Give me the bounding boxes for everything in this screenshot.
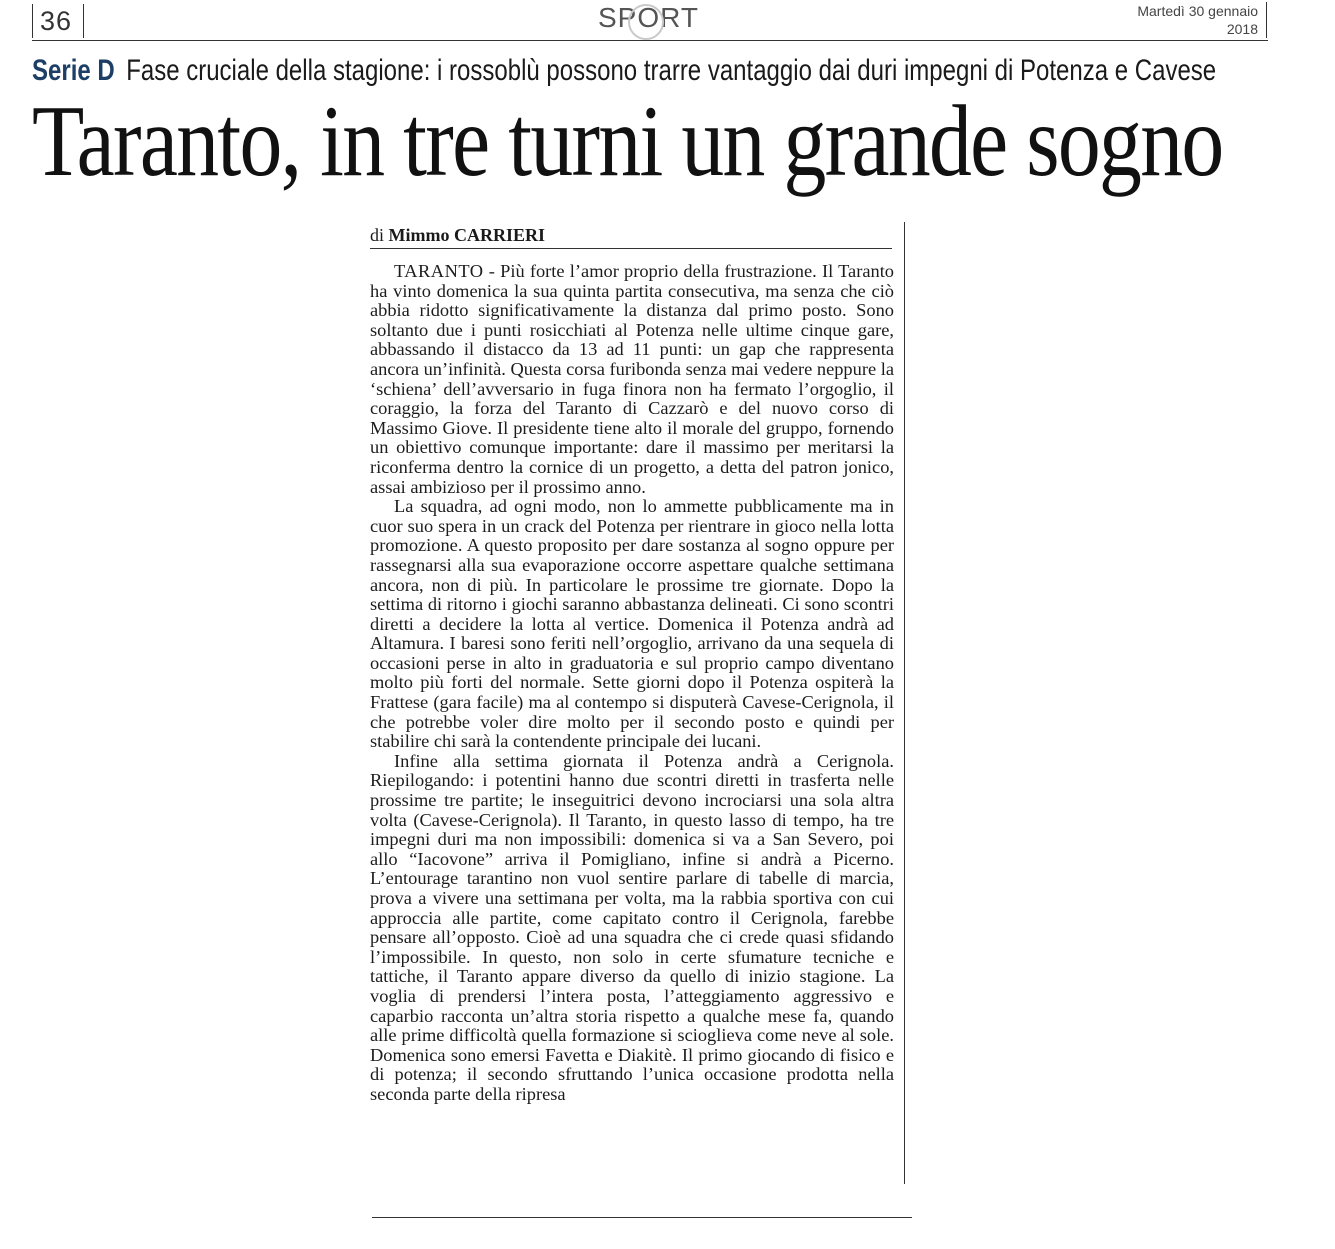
paragraph-2: La squadra, ad ogni modo, non lo ammette pubblicamente ma in cuor suo spera in un crack del Potenza per rientrare in gioco nella lotta promozione. A questo proposito per dare sostanza al sogno oppure per rassegnarsi alla sua evaporazione occorre aspettare qualche settimana ancora, non di più. In particolare le prossime tre giornate. Dopo la settima di ritorno i giochi saranno abbastanza delineati. Ci sono scontri diretti a decidere la lotta al vertice. Domenica il Potenza andrà ad Altamura. I baresi sono feriti nell’orgoglio, arrivano da una sequela di occasioni perse in alto in graduatoria e sul proprio campo diventano molto più forti del normale. Sette giorni dopo il Potenza ospiterà la Frattese (gara facile) ma al contempo si disputerà Cavese-Cerignola, il che potrebbe voler dire molto per il secondo posto e quindi per stabilire chi sarà la contendente principale dei lucani.	[370, 496, 894, 752]
section-name	[598, 2, 699, 34]
header-rule	[32, 40, 1268, 41]
byline-prefix: di	[370, 225, 385, 245]
article-body	[370, 262, 894, 1105]
section-name-text: SPORT	[598, 2, 699, 33]
issue-date-year: 2018	[1226, 21, 1258, 37]
byline-author: Mimmo CARRIERI	[388, 225, 546, 245]
issue-date-day: Martedì 30 gennaio	[1137, 3, 1258, 19]
paragraph-3: Infine alla settima giornata il Potenza andrà a Cerignola. Riepilogando: i potentini hanno due scontri diretti in trasferta nelle prossime tre partite; le inseguitrici devono incrociarsi una sola altra volta (Cavese-Cerignola). Il Taranto, in questo lasso di tempo, ha tre impegni duri ma non impossibili: domenica si va a San Severo, poi allo “Iacovone” arriva il Pomigliano, infine si andrà a Picerno. L’entourage tarantino non vuol sentire parlare di tabelle di marcia, prova a vivere una settimana per volta, ma la rabbia sportiva con cui approccia alle partite, come capitato contro il Cerignola, farebbe pensare all’opposto. Cioè ad una squadra che ci crede quasi sfidando l’impossibile. In questo, non solo in certe sfumature tecniche e tattiche, il Taranto appare diverso da quello di inizio stagione. La voglia di prendersi l’intera posta, l’atteggiamento aggressivo e caparbio racconta un’altra storia rispetto a qualche mese fa, quando alle prime difficoltà quella formazione si scioglieva come neve al sole. Domenica sono emersi Favetta e Diakitè. Il primo giocando di fisico e di potenza; il secondo sfruttando l’unica occasione prodotta nella seconda parte della ripresa	[370, 750, 894, 1104]
paragraph-1	[370, 262, 894, 497]
byline	[370, 224, 892, 249]
headline: Taranto, in tre turni un grande sogno	[32, 85, 1223, 198]
issue-date	[1137, 2, 1267, 38]
column-rule	[904, 222, 905, 1184]
bottom-rule	[372, 1217, 912, 1218]
kicker-text: Fase cruciale della stagione: i rossoblù possono trarre vantaggio dai duri impegni di Potenza e Cavese	[126, 54, 1217, 87]
kicker-label: Serie D	[32, 54, 115, 87]
paragraph-1-text: - Più forte l’amor proprio della frustrazione. Il Taranto ha vinto domenica la sua quinta partita consecutiva, ma senza che ciò abbia ridotto significativamente la distanza dal primo posto. Sono soltanto due i punti rosicchiati al Potenza nelle ultime cinque gare, abbassando il distacco da 13 ad 11 punti: un gap che rappresenta ancora un’infinità. Questa corsa furibonda senza mai vedere neppure la ‘schiena’ dell’avversario in fuga finora non ha fermato l’orgoglio, il coraggio, la forza del Taranto di Cazzarò e del nuovo corso di Massimo Giove. Il presidente tiene alto il morale del gruppo, fornendo un obiettivo comunque importante: dare il massimo per meritarsi la riconferma dentro la cornice di un progetto, a detta del patron jonico, assai ambizioso per il prossimo anno.	[370, 261, 894, 497]
page-number: 36	[40, 6, 73, 36]
dateline: TARANTO	[394, 261, 484, 281]
section-logo-ring	[628, 4, 664, 40]
